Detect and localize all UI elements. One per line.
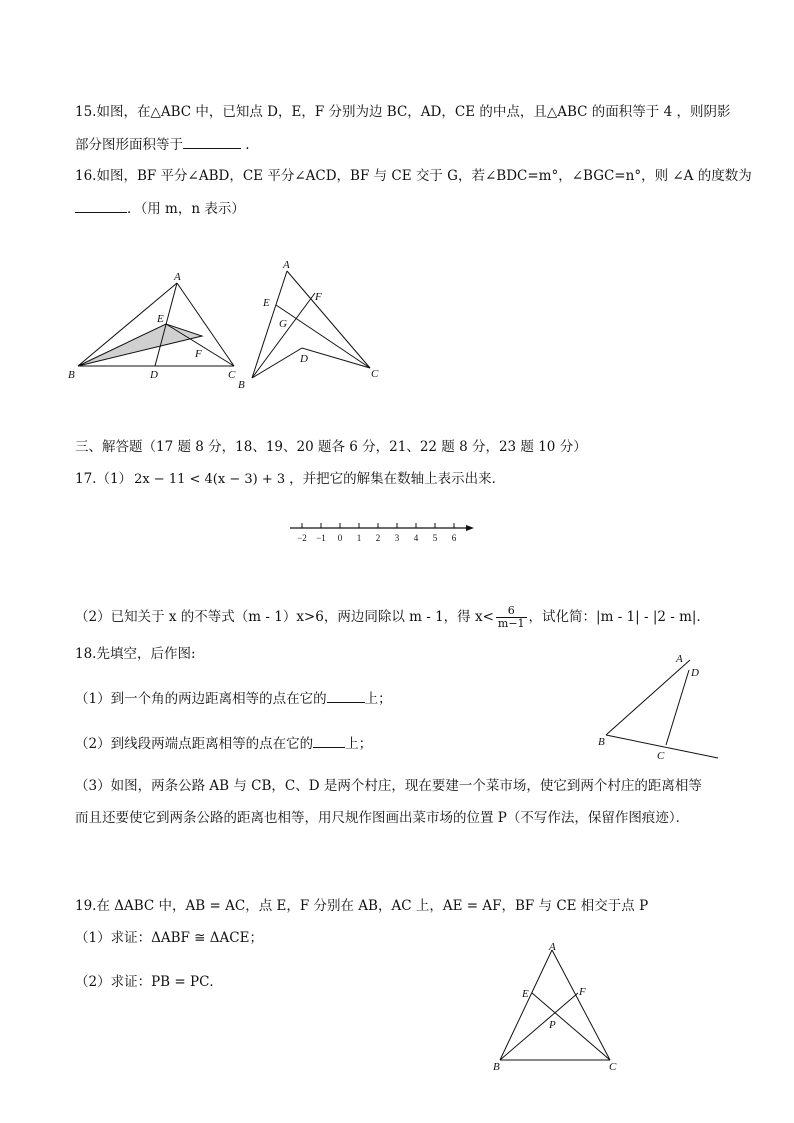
q17-part1-suffix: ，并把它的解集在数轴上表示出来． — [289, 471, 506, 487]
figure-q18 — [590, 648, 730, 768]
fig16-label-a: A — [283, 259, 290, 271]
number-line-tick-label: 4 — [413, 533, 419, 543]
fig15-label-e: E — [157, 313, 164, 325]
number-line-tick-label: 0 — [337, 533, 343, 543]
q15-line2-text: 部分图形面积等于 — [75, 137, 183, 153]
q17-part2 — [75, 605, 710, 630]
number-line-tick-label: −2 — [297, 533, 307, 543]
fig16-label-c: C — [371, 368, 379, 380]
fig18-label-d: D — [691, 667, 699, 679]
number-line-tick-label: 1 — [356, 533, 362, 543]
q17-part1-prefix: 17.（1） — [75, 471, 133, 487]
number-line-tick-label: 5 — [432, 533, 438, 543]
q15-line2-end: . — [241, 137, 250, 153]
q18-p1-end: 上； — [364, 691, 392, 707]
fig19-label-b: B — [493, 1061, 500, 1073]
fig15-label-f: F — [195, 348, 202, 360]
fig16-label-e: E — [263, 297, 270, 309]
fig18-label-a: A — [676, 653, 683, 665]
number-line-tick-label: −1 — [316, 533, 326, 543]
fig15-label-b: B — [68, 369, 75, 381]
q17-part2-prefix: （2）已知关于 x 的不等式（m - 1）x>6，两边同除以 m - 1，得 x< — [75, 609, 494, 625]
fig18-label-c: C — [657, 750, 665, 762]
number-line-tick-label: 6 — [451, 533, 457, 543]
fig15-label-d: D — [150, 369, 158, 381]
fig16-label-b: B — [238, 379, 245, 391]
fig15-label-a: A — [174, 271, 181, 283]
q17-fraction — [496, 605, 527, 630]
q17-fraction-denominator: m−1 — [497, 617, 525, 630]
fig18-label-b: B — [598, 736, 605, 748]
q18-p1-text: （1）到一个角的两边距离相等的点在它的 — [75, 691, 327, 707]
figure-q15 — [66, 266, 246, 386]
fig16-label-g: G — [279, 318, 287, 330]
q16-answer-blank[interactable] — [75, 198, 127, 213]
q16-line2-text: ．（用 m，n 表示） — [127, 201, 245, 217]
fig16-label-d: D — [300, 353, 308, 365]
q18-p3a: （3）如图，两条公路 AB 与 CB，C、D 是两个村庄，现在要建一个菜市场，使它到两个村庄的距离相等 — [75, 778, 702, 794]
fig15-label-c: C — [228, 369, 236, 381]
figure-q19 — [486, 940, 626, 1080]
q17-part2-suffix: ，试化简：|m - 1| - |2 - m|． — [528, 609, 710, 625]
q18-p2-text: （2）到线段两端点距离相等的点在它的 — [75, 736, 314, 752]
fig16-label-f: F — [315, 291, 322, 303]
q17-number-line — [286, 518, 478, 546]
fig19-label-a: A — [549, 941, 556, 953]
fig19-label-f: F — [579, 986, 586, 998]
q18-p2 — [75, 733, 372, 754]
q19-title: 19.在 ΔABC 中，AB = AC，点 E，F 分别在 AB，AC 上，AE = AF，BF 与 CE 相交于点 P — [75, 898, 649, 914]
q17-fraction-numerator: 6 — [496, 605, 527, 618]
q19-p1: （1）求证：ΔABF ≅ ΔACE； — [75, 930, 263, 946]
q18-p2-end: 上； — [345, 736, 373, 752]
figure-q16 — [232, 256, 392, 396]
q19-p2: （2）求证：PB = PC． — [75, 974, 223, 990]
fig19-label-c: C — [609, 1061, 617, 1073]
number-line-tick-label: 3 — [394, 533, 400, 543]
q18-p1-blank[interactable] — [327, 688, 365, 703]
q16-line1: 16.如图，BF 平分∠ABD，CE 平分∠ACD，BF 与 CE 交于 G，若∠BDC=m°，∠BGC=n°，则 ∠A 的度数为 — [75, 168, 752, 184]
q17-part1 — [75, 469, 505, 490]
fig19-label-e: E — [522, 988, 529, 1000]
q18-p1 — [75, 688, 392, 709]
section3-header: 三、解答题（17 题 8 分，18、19、20 题各 6 分，21、22 题 8 分，23 题 10 分） — [75, 439, 587, 455]
q18-title: 18.先填空，后作图: — [75, 646, 196, 662]
q15-answer-blank[interactable] — [183, 134, 241, 149]
q18-p2-blank[interactable] — [313, 733, 345, 748]
q18-p3b: 而且还要使它到两条公路的距离也相等，用尺规作图画出菜市场的位置 P（不写作法，保留作图痕迹）． — [75, 810, 690, 826]
number-line-tick-label: 2 — [375, 533, 381, 543]
q16-line2 — [75, 198, 245, 219]
q17-inequality: 2x − 11 < 4(x − 3) + 3 — [134, 472, 286, 487]
fig19-label-p: P — [549, 1019, 556, 1031]
q15-line1: 15.如图，在△ABC 中，已知点 D，E，F 分别为边 BC，AD，CE 的中点，且△ABC 的面积等于 4 ，则阴影 — [75, 104, 731, 120]
q15-line2 — [75, 134, 250, 155]
